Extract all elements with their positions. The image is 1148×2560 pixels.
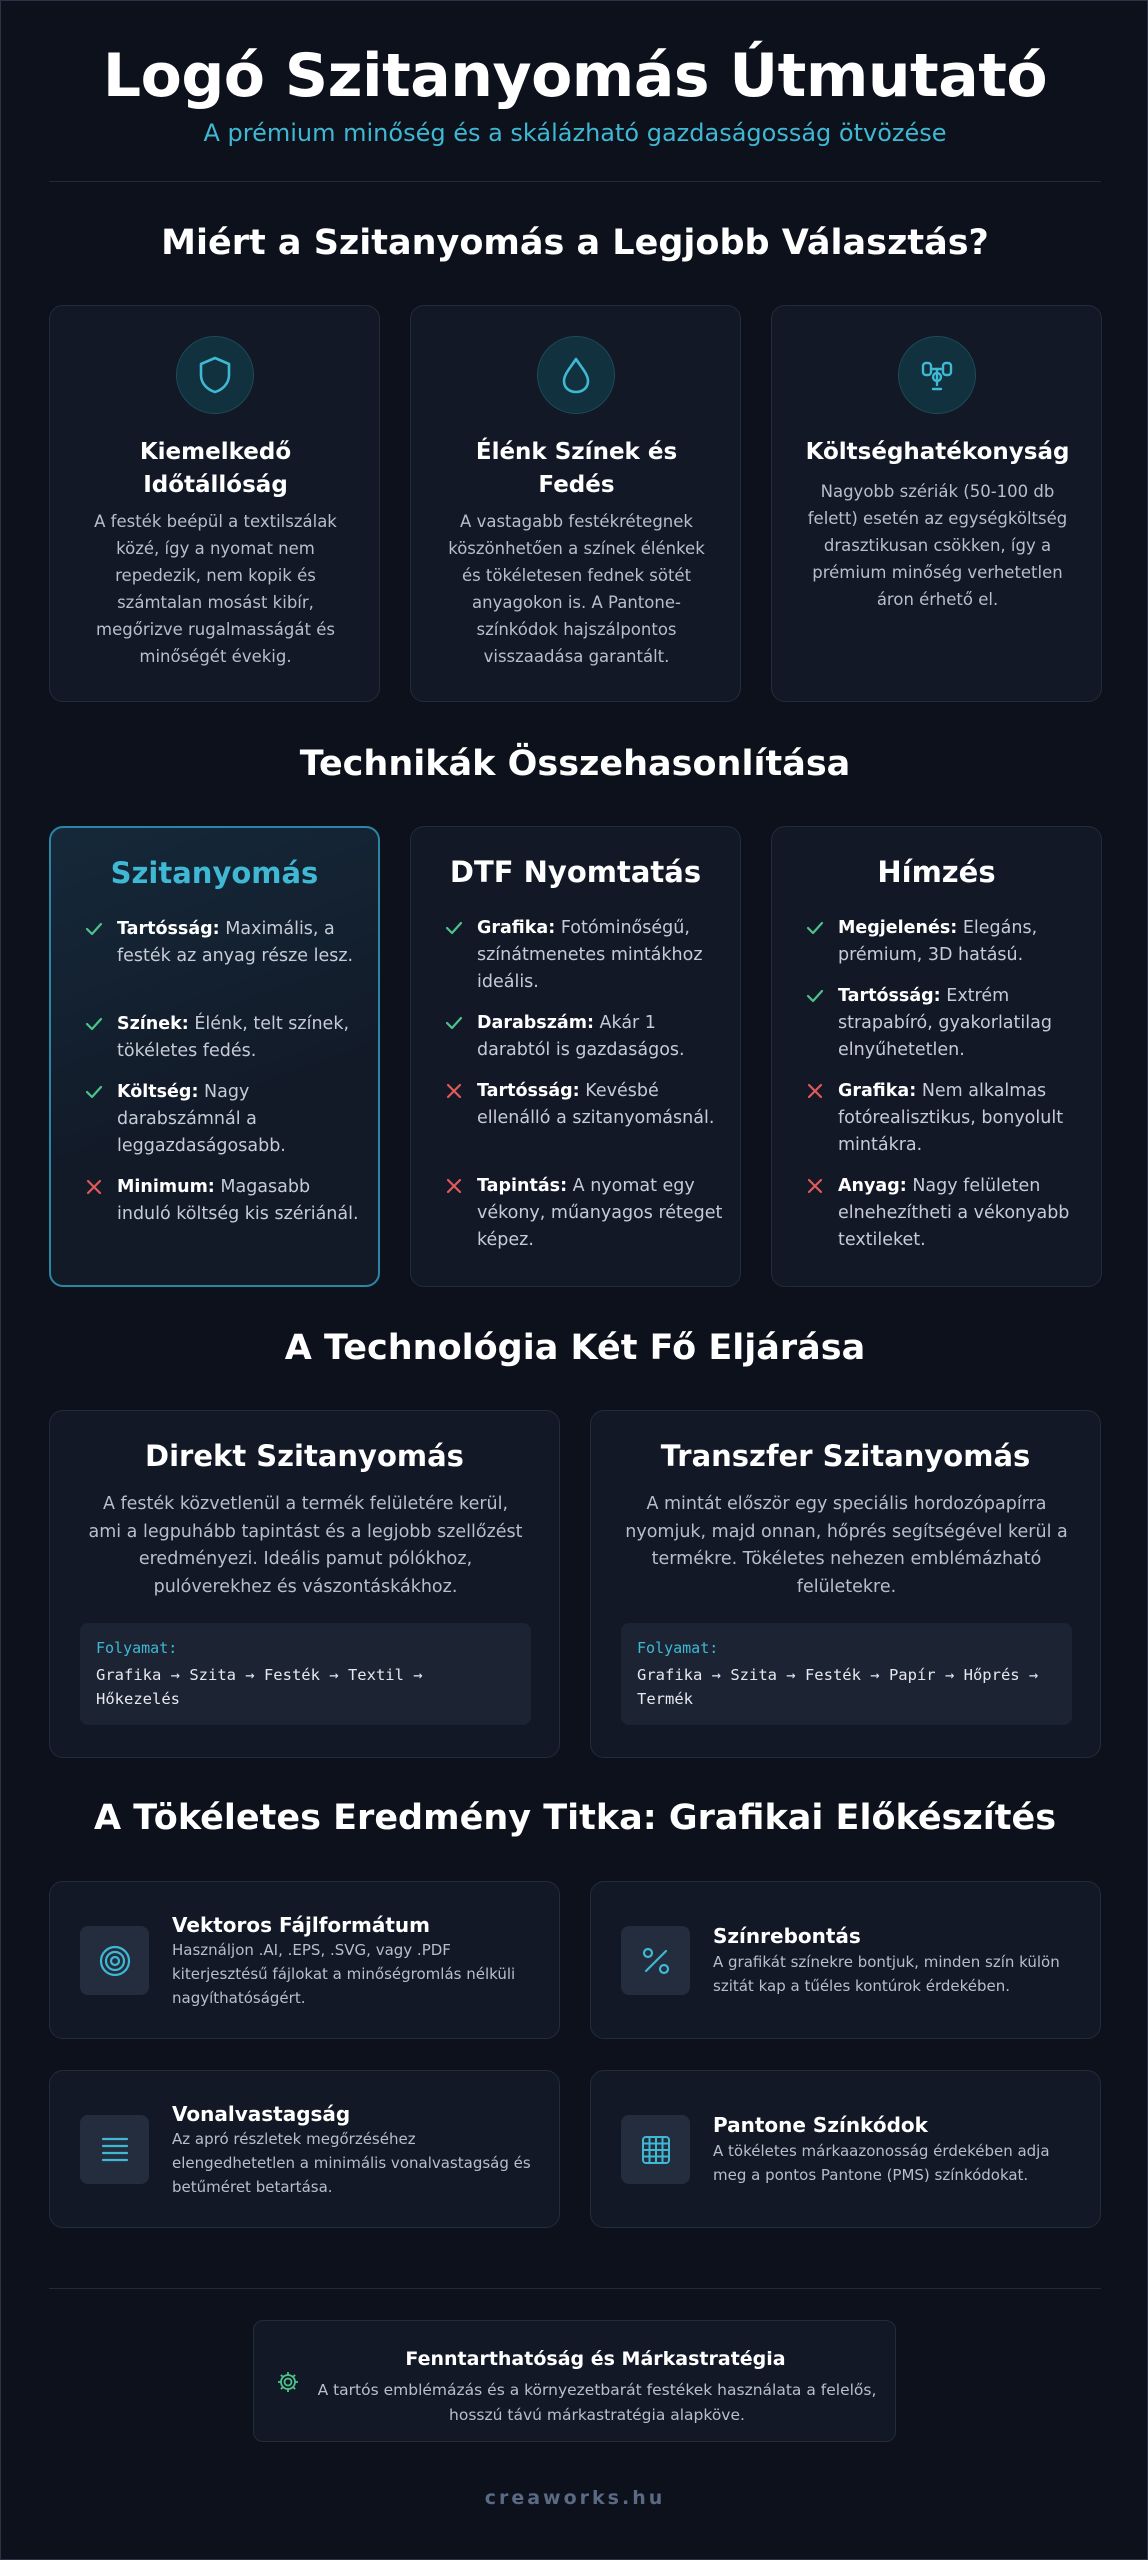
compare-card-title: Szitanyomás (110, 856, 319, 890)
compare-item-text: Extrém strapabíró, gyakorlatilag elnyűhetetlen. (838, 986, 1052, 1060)
compare-item-label: Anyag: (838, 1176, 907, 1196)
compare-item-label: Tartósság: (117, 919, 220, 939)
cross-icon (443, 1175, 465, 1197)
gear-icon (276, 2370, 300, 2394)
compare-item-label: Színek: (117, 1014, 189, 1034)
compare-item-pro (804, 915, 1084, 969)
percent-icon (621, 1926, 690, 1995)
check-icon (83, 1081, 105, 1103)
compare-item-text: Elegáns, prémium, 3D hatású. (838, 918, 1038, 965)
prep-card-text: A tökéletes márkaazonosság érdekében adja meg a pontos Pantone (PMS) színkódokat. (713, 2142, 1050, 2184)
compare-section-title: Technikák Összehasonlítása (299, 744, 851, 784)
process-flow-label: Folyamat: (637, 1639, 719, 1657)
process-card-transfer (590, 1410, 1101, 1758)
compare-card-title: Hímzés (877, 855, 996, 889)
compare-item-text: Nem alkalmas fotórealisztikus, bonyolult mintákra. (838, 1081, 1064, 1155)
why-card-text: A festék beépül a textilszálak közé, így a nyomat nem repedezik, nem kopik és számtalan mosást kibír, megőrizve rugalmasságát és minőségét évekig. (94, 512, 337, 666)
process-card-title: Transzfer Szitanyomás (660, 1439, 1031, 1473)
compare-card-screenprint (49, 826, 380, 1287)
compare-item-con (804, 1173, 1084, 1254)
compare-item-con (804, 1078, 1084, 1159)
page-title: Logó Szitanyomás Útmutató (102, 41, 1048, 111)
compare-item-label: Grafika: (838, 1081, 917, 1101)
check-icon (83, 918, 105, 940)
divider (49, 2288, 1101, 2289)
compare-item-label: Tapintás: (477, 1176, 568, 1196)
prep-card-vector (49, 1881, 560, 2039)
prep-card-text: Használjon .AI, .EPS, .SVG, vagy .PDF kiterjesztésű fájlokat a minőségromlás nélküli nagyíthatóságért. (172, 1941, 516, 2007)
compare-item-text: Élénk, telt színek, tökéletes fedés. (117, 1014, 350, 1061)
compare-item-label: Tartósság: (477, 1081, 580, 1101)
sustainability-title: Fenntarthatóság és Márkastratégia (405, 2348, 786, 2370)
process-section-title: A Technológia Két Fő Eljárása (284, 1328, 866, 1368)
lines-icon (80, 2115, 149, 2184)
why-card-colors (410, 305, 741, 702)
compare-item-text: Fotóminőségű, színátmenetes mintákhoz ideális. (477, 918, 703, 992)
cross-icon (83, 1176, 105, 1198)
cross-icon (804, 1175, 826, 1197)
process-card-text: A festék közvetlenül a termék felületére kerül, ami a legpuhább tapintást és a legjobb szellőzést eredményezi. Ideális pamut pólókhoz, pulóverekhez és vászontáskákhoz. (88, 1494, 523, 1597)
prep-card-separation (590, 1881, 1101, 2039)
why-card-text: Nagyobb szériák (50-100 db felett) esetén az egységköltség drasztikusan csökken, így a prémium minőség verhetetlen áron érhető el. (807, 482, 1068, 609)
process-flow-box (80, 1623, 531, 1725)
compare-item-label: Költség: (117, 1082, 199, 1102)
process-card-text: A mintát először egy speciális hordozópapírra nyomjuk, majd onnan, hőprés segítségével kerül a termékre. Tökéletes nehezen emblémázható felületekre. (625, 1494, 1068, 1597)
prep-card-title: Vonalvastagság (172, 2102, 351, 2126)
process-flow-label: Folyamat: (96, 1639, 178, 1657)
compare-item-label: Grafika: (477, 918, 556, 938)
compare-item-pro (443, 1010, 723, 1064)
compare-item-text: Maximális, a festék az anyag része lesz. (117, 919, 354, 966)
prep-card-lineweight (49, 2070, 560, 2228)
compare-item-pro (83, 1011, 363, 1065)
cross-icon (443, 1080, 465, 1102)
check-icon (83, 1013, 105, 1035)
prep-card-title: Színrebontás (713, 1924, 861, 1948)
grid-icon (621, 2115, 690, 2184)
prep-card-text: Az apró részletek megőrzéséhez elengedhetetlen a minimális vonalvastagság és betűméret betartása. (172, 2130, 531, 2196)
compare-item-text: Magasabb induló költség kis szériánál. (117, 1177, 359, 1224)
process-card-direct (49, 1410, 560, 1758)
droplet-icon (537, 336, 615, 414)
compare-item-pro (83, 916, 363, 970)
compare-item-pro (804, 983, 1084, 1064)
prep-card-text: A grafikát színekre bontjuk, minden szín külön szitát kap a tűéles kontúrok érdekében. (713, 1953, 1060, 1995)
compare-item-con (443, 1173, 723, 1254)
process-card-title: Direkt Szitanyomás (145, 1439, 464, 1473)
check-icon (443, 917, 465, 939)
compare-item-text: A nyomat egy vékony, műanyagos réteget képez. (477, 1176, 723, 1250)
process-flow-box (621, 1623, 1072, 1725)
prep-card-title: Vektoros Fájlformátum (172, 1913, 430, 1937)
compare-item-text: Nagy felületen elnehezítheti a vékonyabb textileket. (838, 1176, 1070, 1250)
compare-card-title: DTF Nyomtatás (449, 855, 702, 889)
compare-item-text: Kevésbé ellenálló a szitanyomásnál. (477, 1081, 715, 1128)
process-flow-steps: Grafika → Szita → Festék → Textil → Hőkezelés (96, 1666, 423, 1708)
why-card-title: Élénk Színek és Fedés (475, 439, 678, 498)
why-card-text: A vastagabb festékrétegnek köszönhetően a színek élénkek és tökéletesen fednek sötét anyagokon is. A Pantone-színkódok hajszálpontos visszaadása garantált. (448, 512, 705, 666)
compare-item-con (443, 1078, 723, 1132)
sustainability-box (253, 2320, 896, 2442)
check-icon (804, 917, 826, 939)
compare-item-label: Tartósság: (838, 986, 941, 1006)
divider (49, 181, 1101, 182)
piggy-bank-icon (898, 336, 976, 414)
prep-section-title: A Tökéletes Eredmény Titka: Grafikai Előkészítés (93, 1798, 1057, 1838)
check-icon (443, 1012, 465, 1034)
why-card-cost (771, 305, 1102, 702)
compare-item-con (83, 1174, 363, 1228)
why-section-title: Miért a Szitanyomás a Legjobb Választás? (161, 223, 989, 263)
brand-link[interactable]: creaworks.hu (484, 2487, 666, 2509)
process-flow-steps: Grafika → Szita → Festék → Papír → Hőprés → Termék (637, 1666, 1039, 1708)
compare-card-embroidery (771, 826, 1102, 1287)
compare-item-label: Minimum: (117, 1177, 215, 1197)
sustainability-text: A tartós emblémázás és a környezetbarát festékek használata a felelős, hosszú távú márkastratégia alapköve. (317, 2381, 877, 2424)
compare-item-label: Megjelenés: (838, 918, 958, 938)
why-card-durability (49, 305, 380, 702)
compare-item-label: Darabszám: (477, 1013, 594, 1033)
prep-card-pantone (590, 2070, 1101, 2228)
compare-item-pro (83, 1079, 363, 1160)
why-card-title: Költséghatékonyság (805, 439, 1070, 465)
compare-item-text: Nagy darabszámnál a leggazdaságosabb. (117, 1082, 286, 1156)
page-subtitle: A prémium minőség és a skálázható gazdaságosság ötvözése (203, 119, 947, 147)
check-icon (804, 985, 826, 1007)
prep-card-title: Pantone Színkódok (713, 2113, 928, 2137)
target-icon (80, 1926, 149, 1995)
compare-item-text: Akár 1 darabtól is gazdaságos. (477, 1013, 685, 1060)
cross-icon (804, 1080, 826, 1102)
compare-item-pro (443, 915, 723, 996)
shield-icon (176, 336, 254, 414)
why-card-title: Kiemelkedő Időtállóság (139, 439, 292, 498)
compare-card-dtf (410, 826, 741, 1287)
